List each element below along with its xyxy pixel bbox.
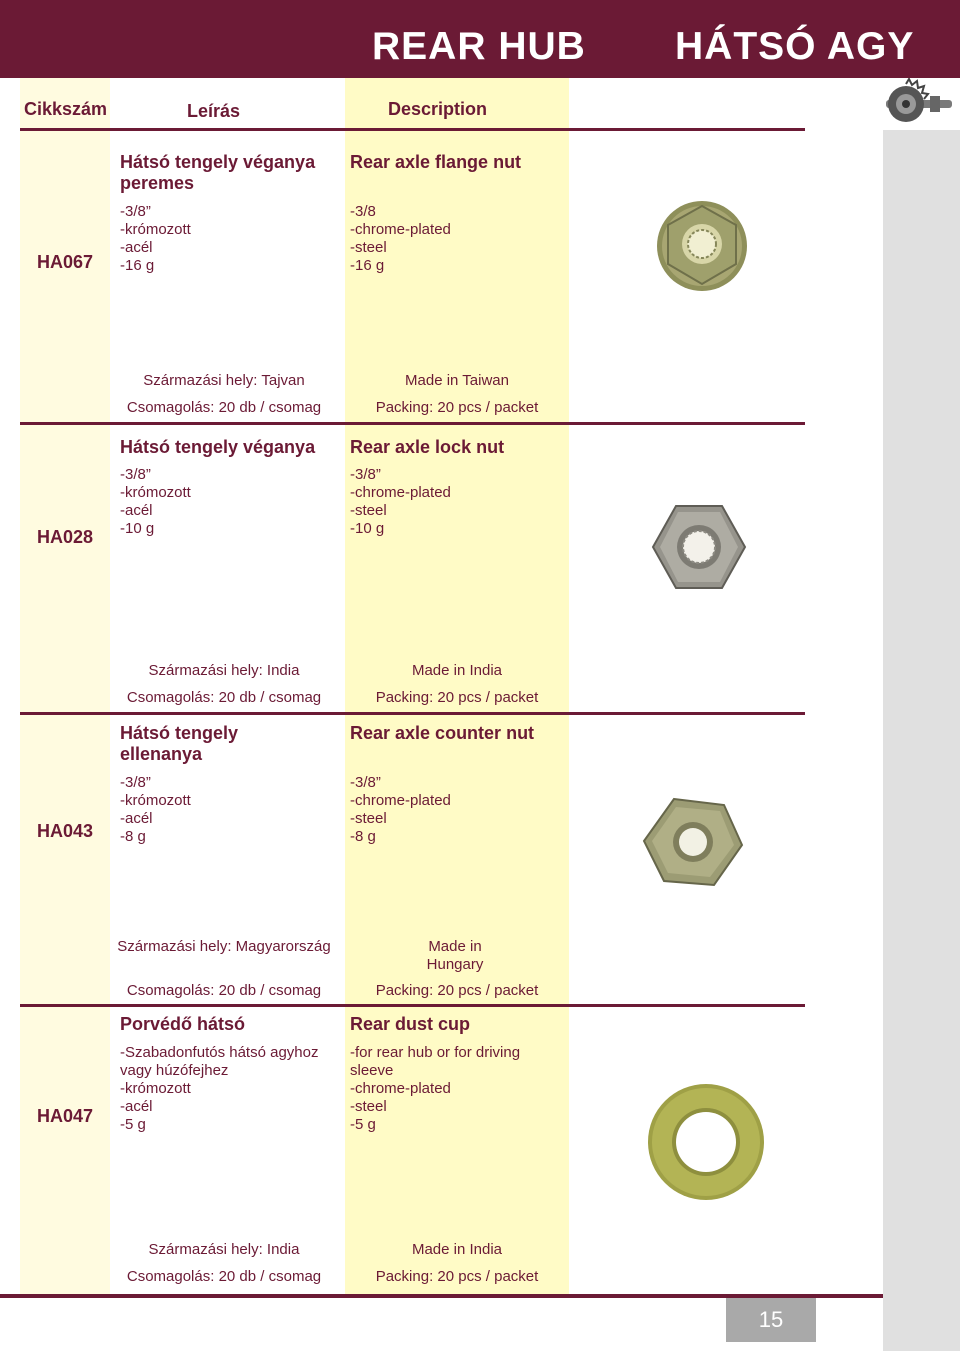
packing-en: Packing: 20 pcs / packet <box>375 399 539 416</box>
right-margin-strip <box>883 130 960 1351</box>
packing-hu: Csomagolás: 20 db / csomag <box>126 399 322 416</box>
packing-hu: Csomagolás: 20 db / csomag <box>126 982 322 999</box>
spec-line: -3/8” <box>120 466 151 483</box>
product-title-en: Rear axle counter nut <box>350 723 535 743</box>
spec-line: -3/8” <box>350 774 381 791</box>
spec-line: -krómozott <box>120 1080 191 1097</box>
product-specs-en <box>350 466 565 538</box>
spec-line: -krómozott <box>120 792 191 809</box>
spec-line: -for rear hub or for driving sleeve <box>350 1044 521 1079</box>
origin-hu: Származási hely: India <box>148 1241 300 1258</box>
product-code: HA067 <box>36 252 94 272</box>
product-specs-hu <box>120 203 340 275</box>
spec-line: -5 g <box>120 1116 146 1133</box>
spec-line: -10 g <box>120 520 155 537</box>
spec-line: -8 g <box>350 828 376 845</box>
column-header-code: Cikkszám <box>24 99 108 119</box>
spec-line: -krómozott <box>120 484 191 501</box>
spec-line: -acél <box>120 1098 153 1115</box>
spec-line: -16 g <box>350 257 385 274</box>
spec-line: -chrome-plated <box>350 1080 451 1097</box>
spec-line: -acél <box>120 810 153 827</box>
flange-nut-photo <box>650 192 754 296</box>
title-hu: HÁTSÓ AGY <box>675 25 915 68</box>
product-code: HA047 <box>36 1106 94 1126</box>
title-en: REAR HUB <box>372 25 586 68</box>
product-specs-hu <box>120 774 340 846</box>
divider <box>20 128 805 131</box>
lock-nut-photo <box>648 502 748 592</box>
product-title-hu: Hátsó tengely ellenanya <box>120 723 239 764</box>
packing-en: Packing: 20 pcs / packet <box>375 1268 539 1285</box>
origin-en: Made in Hungary <box>426 938 484 973</box>
spec-line: -5 g <box>350 1116 376 1133</box>
divider <box>20 1004 805 1007</box>
product-specs-en <box>350 203 565 275</box>
spec-line: -3/8” <box>350 466 381 483</box>
page-number: 15 <box>726 1298 816 1342</box>
packing-hu: Csomagolás: 20 db / csomag <box>126 1268 322 1285</box>
product-title-en: Rear axle flange nut <box>350 152 522 172</box>
product-title-hu: Hátsó tengely véganya peremes <box>120 152 316 193</box>
spec-line: -steel <box>350 810 387 827</box>
spec-line: -8 g <box>120 828 146 845</box>
divider <box>20 712 805 715</box>
spec-line: -chrome-plated <box>350 484 451 501</box>
spec-line: -steel <box>350 502 387 519</box>
counter-nut-photo <box>640 795 746 891</box>
column-header-en: Description <box>388 99 488 119</box>
spec-line: -3/8” <box>120 203 151 220</box>
origin-hu: Származási hely: Magyarország <box>117 938 331 955</box>
spec-line: -steel <box>350 1098 387 1115</box>
hub-logo-icon <box>884 78 956 130</box>
origin-en: Made in India <box>411 662 503 679</box>
packing-en: Packing: 20 pcs / packet <box>375 982 539 999</box>
packing-en: Packing: 20 pcs / packet <box>375 689 539 706</box>
spec-line: -chrome-plated <box>350 221 451 238</box>
product-title-hu: Porvédő hátsó <box>120 1014 246 1034</box>
spec-line: -steel <box>350 239 387 256</box>
spec-line: -10 g <box>350 520 385 537</box>
origin-hu: Származási hely: India <box>148 662 300 679</box>
spec-line: -16 g <box>120 257 155 274</box>
origin-hu: Származási hely: Tajvan <box>143 372 305 389</box>
product-specs-en <box>350 774 565 846</box>
spec-line: -3/8” <box>120 774 151 791</box>
product-code: HA028 <box>36 527 94 547</box>
product-specs-en <box>350 1044 540 1134</box>
origin-en: Made in India <box>411 1241 503 1258</box>
spec-line: -chrome-plated <box>350 792 451 809</box>
product-title-hu: Hátsó tengely véganya <box>120 437 316 457</box>
spec-line: -3/8 <box>350 203 376 220</box>
product-title-en: Rear axle lock nut <box>350 437 505 457</box>
packing-hu: Csomagolás: 20 db / csomag <box>126 689 322 706</box>
product-title-en: Rear dust cup <box>350 1014 471 1034</box>
column-header-hu: Leírás <box>187 101 241 121</box>
product-specs-hu <box>120 1044 340 1134</box>
spec-line: -Szabadonfutós hátsó agyhoz vagy húzófejhez <box>120 1044 319 1079</box>
spec-line: -acél <box>120 239 153 256</box>
spec-line: -krómozott <box>120 221 191 238</box>
dust-cup-photo <box>644 1080 768 1204</box>
product-code: HA043 <box>36 821 94 841</box>
divider <box>20 422 805 425</box>
origin-en: Made in Taiwan <box>405 372 509 389</box>
product-specs-hu <box>120 466 340 538</box>
spec-line: -acél <box>120 502 153 519</box>
